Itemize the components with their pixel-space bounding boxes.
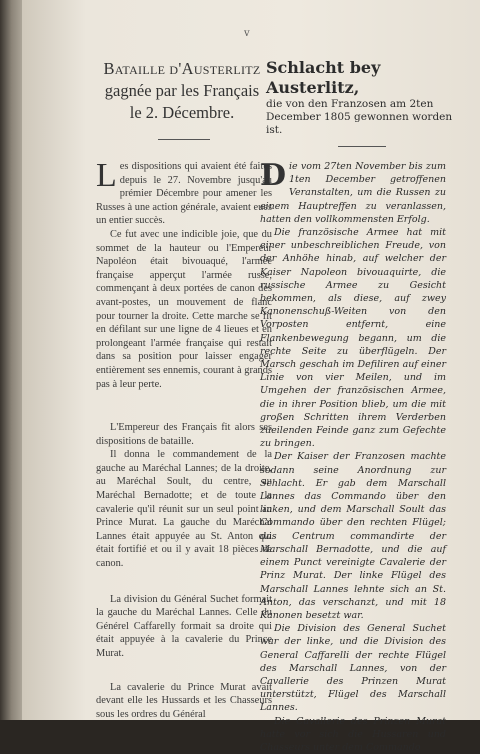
german-paragraph-3: Der Kaiser der Franzosen machte sodann seine Anordnung zur Schlacht. Er gab dem Marschall Lannes das Commando über den linken, und dem Marschall Soult das Commando über den rechten Flügel; das Centrum commandirte der Marschall Bernadotte, und die auf einem Punct vereinigte Cavalerie der Prinz Murat. Der linke Flügel des Marschall Lannes lehnte sich an St. Anton, das verschanzt, und mit 18 Kanonen besetzt war.	[260, 451, 446, 621]
book-page	[22, 0, 480, 753]
french-paragraph-2: Ce fut avec une indicible joie, que du sommet de la hauteur ou l'Empereur Napoléon était bivouaqué, l'armée française apperçut l'armée russe, commençant à deux portées de canon des avant-postes, un mouvement de flanc pour tourner la droite. Cette marche se fit en défilant sur une ligne de 4 lieues et en prolongeant l'armée française qui restait dans sa position pour laisser engager entièrement ses ennemis, courant à grands pas à leur perte.	[96, 228, 272, 390]
french-paragraph-6: La cavalerie du Prince Murat avait devant elle les Hussards et les Chasseurs sous les ordres du Général	[96, 681, 272, 720]
german-paragraph-1-text: ie vom 27ten November bis zum 1ten December getroffenen Veranstalten, um die Russen zu einem Hauptreffen zu veranlassen, hatten den vollkommensten Erfolg.	[260, 161, 446, 225]
french-title-line2: gagnée par les Français	[104, 81, 260, 100]
french-paragraph-5: La division du Général Suchet formait la gauche du Maréchal Lannes. Celle du Générel Caffarelly formait sa droite qui était appuyée à la cavalerie du Prince Murat.	[96, 593, 272, 659]
german-column	[260, 160, 446, 754]
french-title-line3: le 2. Décembre.	[129, 103, 235, 122]
french-paragraph-1	[96, 157, 272, 228]
french-title-line1	[84, 58, 280, 80]
page-number: v	[244, 28, 250, 39]
german-paragraph-5: Die Cavallerie des Prinzen Murat hatte vor sich die Hussaren und Chasseurs unter dem Commando	[260, 715, 446, 753]
french-paragraph-4: Il donna le commandement de la gauche au Maréchal Lannes; de la droite, au Maréchal Soult, du centre, au Maréchal Bernadotte; et de toute la cavalerie qu'il réunit sur un seul point au Prince Murat. La gauche du Maréchal Lannes était appuyée au St. Anton qui était fortifié et ou il y avait 18 pièces de canon.	[96, 449, 272, 570]
german-drop-cap: D	[260, 158, 287, 193]
french-paragraph-3: L'Empereur des Français fit alors ses dispositions de bataille.	[96, 422, 272, 447]
french-title-austerlitz: d'Austerlitz	[169, 59, 261, 78]
french-column	[96, 157, 272, 721]
german-title-rule	[338, 146, 386, 147]
german-paragraph-2: Die französische Armee hat mit einer unbeschreiblichen Freude, von der Anhöhe hinab, auf welcher der Kaiser Napoleon bivouaquirte, die russische Armee zu Gesicht bekommen, als diese, auf zwey Kanonenschuß-Weiten von den Vorposten entfernt, eine Flankenbewegung begann, um die rechte Seite zu überflügeln. Der Marsch geschah im Defiliren auf einer Linie von vier Meilen, und im Umgehen der französischen Armee, die in ihrer Position blieb, um die mit großen Schritten ihrem Verderben zueilenden Feinde ganz zum Gefechte zu bringen.	[260, 227, 446, 450]
french-title-rule	[158, 139, 210, 140]
french-drop-cap: L	[96, 157, 117, 194]
german-title-sub: die von den Franzosen am 2ten December 1805 gewonnen worden ist.	[266, 98, 453, 136]
german-paragraph-4: Die Division des General Suchet war der linke, und die Division des General Caffarelli der rechte Flügel des Marschall Lannes, von der Cavallerie des Prinzen Murat unterstützt, Flügel des Marschall Lannes.	[260, 623, 446, 714]
french-title	[84, 58, 280, 124]
french-paragraph-1-text: es dispositions qui avaient été faites depuis le 27. Novembre jusqu'au prémier Décembre pour amener les Russes à une action générale, avaient eues un entier succès.	[96, 161, 272, 227]
german-title	[266, 58, 462, 137]
german-title-main: Schlacht bey Austerlitz,	[266, 58, 381, 97]
german-paragraph-1	[260, 160, 446, 226]
french-title-bataille: Bataille	[103, 59, 166, 78]
